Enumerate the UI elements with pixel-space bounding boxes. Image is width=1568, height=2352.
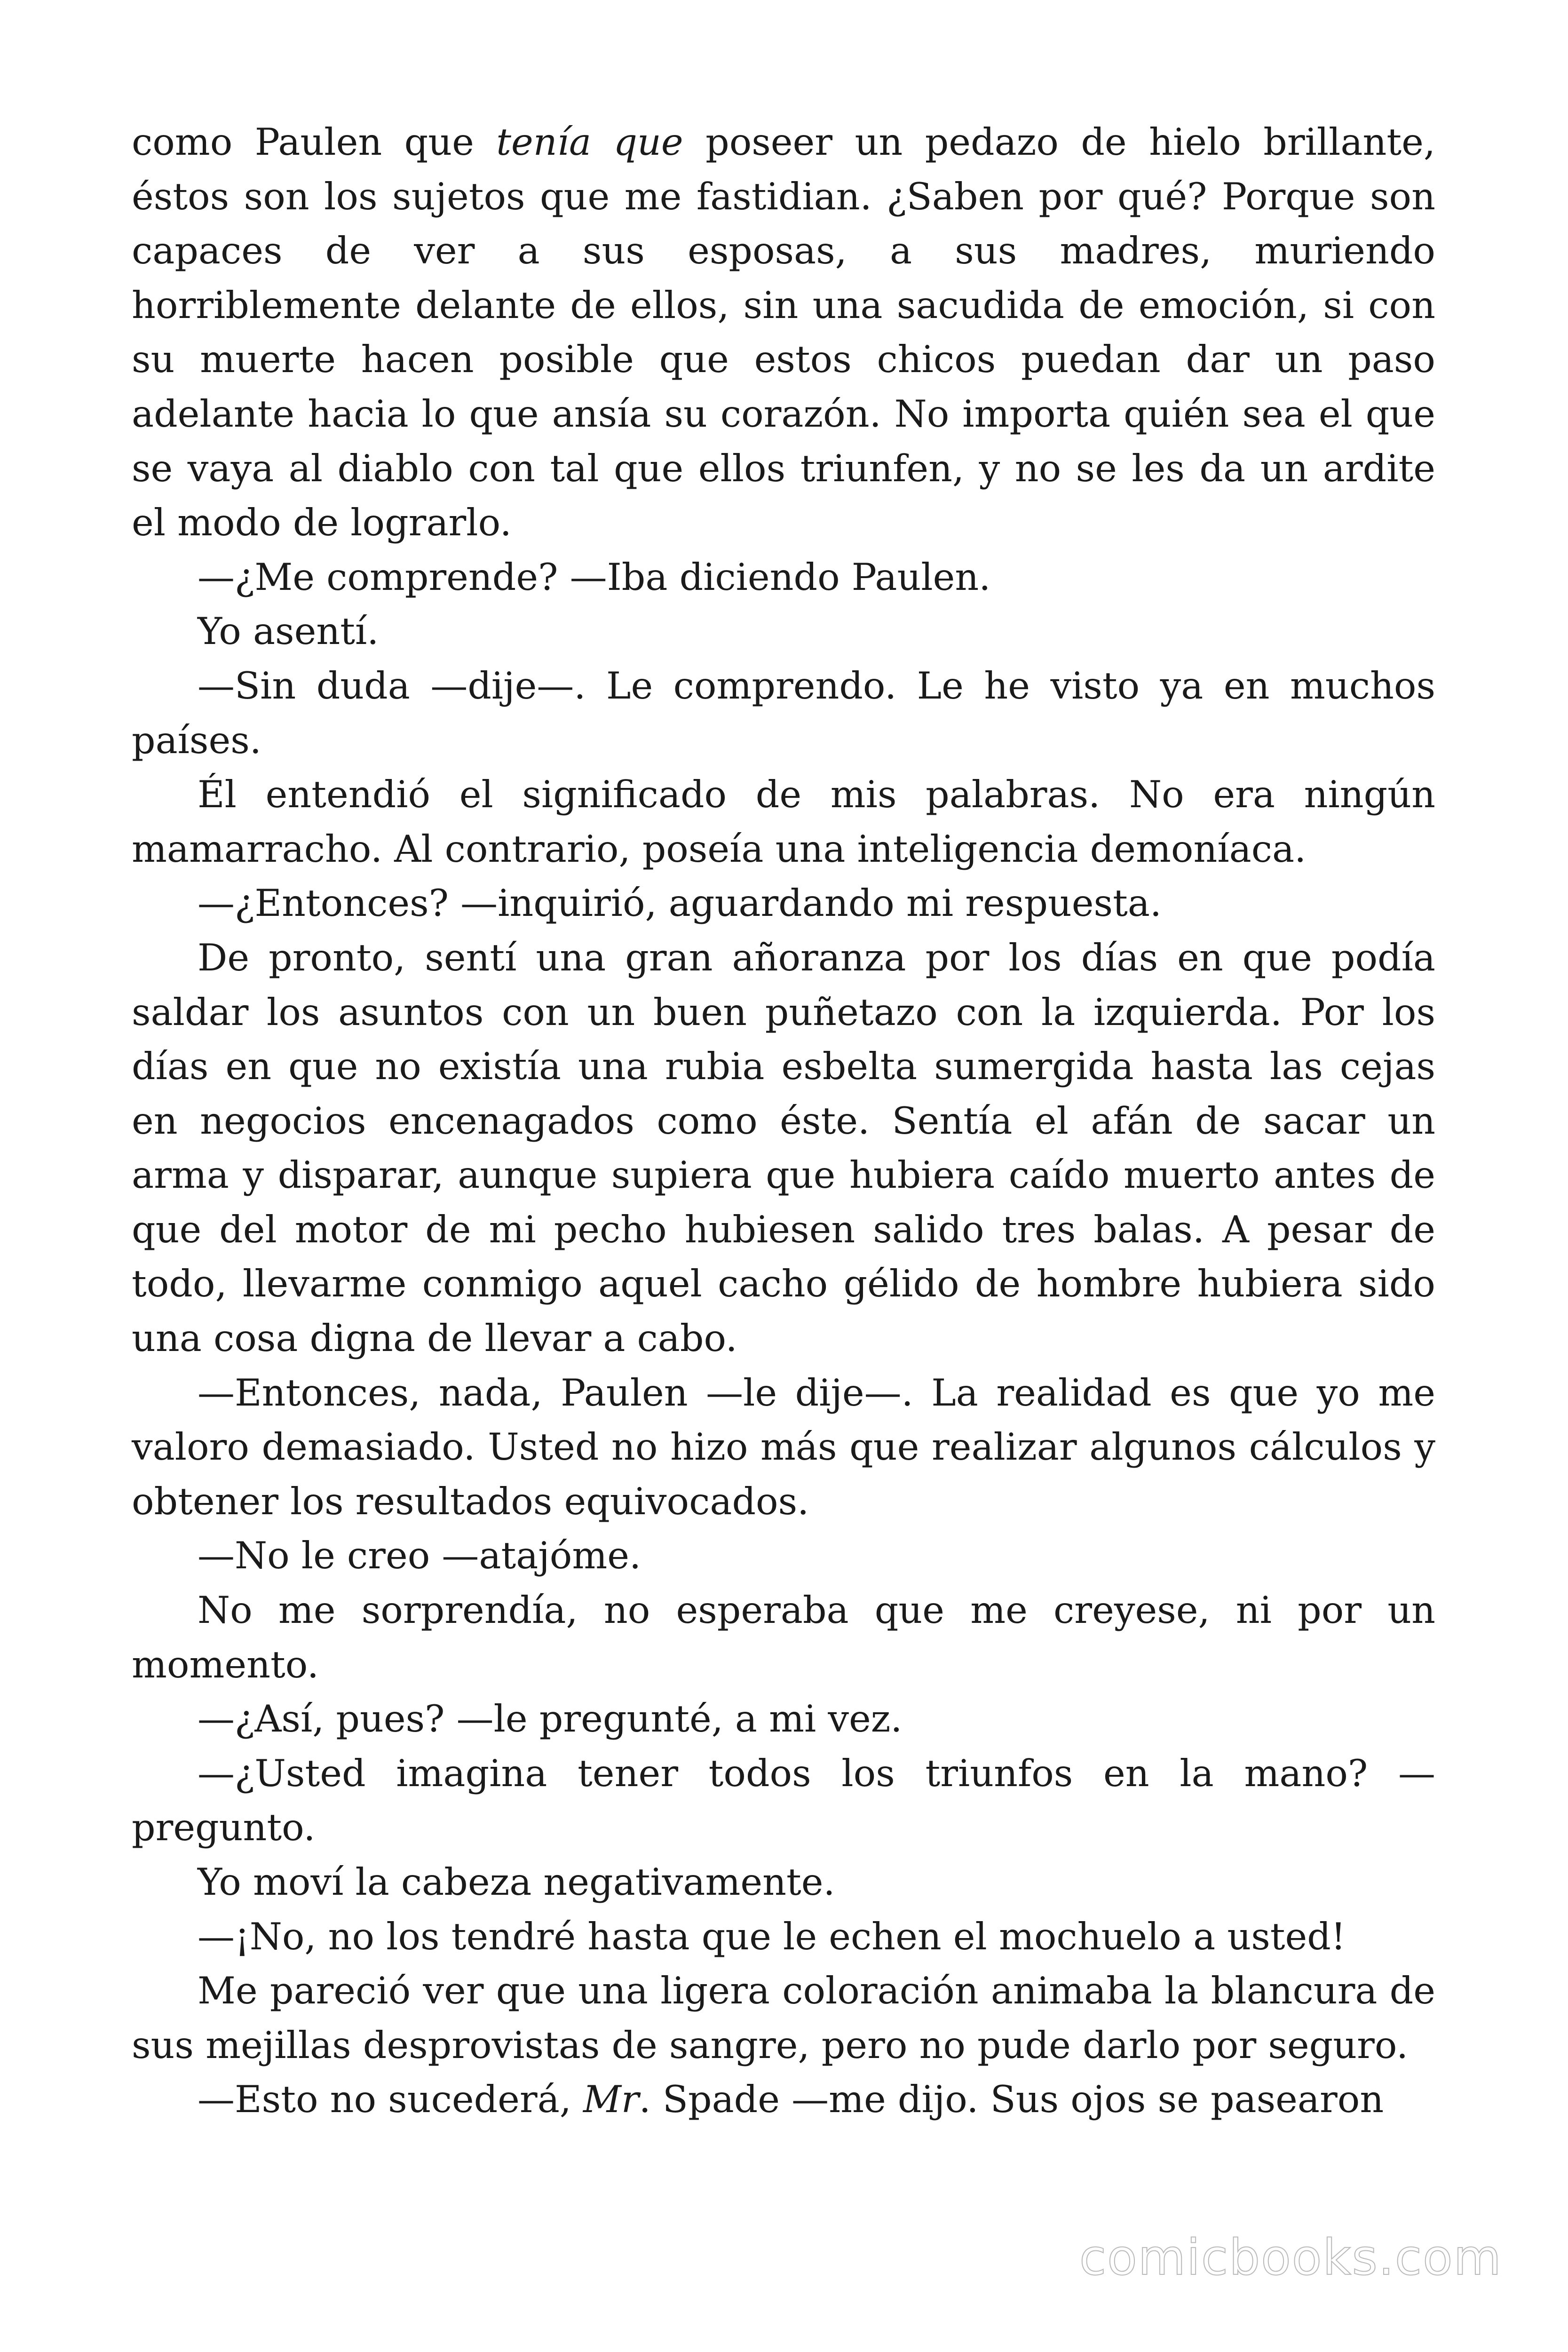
paragraph: No me sorprendía, no esperaba que me creyese, ni por un momento.: [132, 1589, 1435, 1686]
paragraph: —Esto no sucederá, Mr. Spade —me dijo. Sus ojos se pasearon: [198, 2078, 1384, 2122]
paragraph: —Sin duda —dije—. Le comprendo. Le he visto ya en muchos países.: [132, 664, 1435, 762]
paragraph: —¿Entonces? —inquirió, aguardando mi respuesta.: [198, 882, 1162, 925]
paragraph: —Entonces, nada, Paulen —le dije—. La realidad es que yo me valoro demasiado. Usted no hizo más que realizar algunos cálculos y obtener los resultados equivocados.: [132, 1371, 1435, 1523]
paragraph: —¿Me comprende? —Iba diciendo Paulen.: [198, 555, 991, 599]
paragraph: Él entendió el significado de mis palabras. No era ningún mamarracho. Al contrario, poseía una inteligencia demoníaca.: [132, 773, 1435, 871]
paragraph: Yo asentí.: [198, 610, 379, 653]
watermark: comicbooks.com: [1079, 2229, 1502, 2286]
page-text: [132, 115, 1435, 2127]
paragraph: —¿Así, pues? —le pregunté, a mi vez.: [198, 1697, 903, 1741]
paragraph: —¡No, no los tendré hasta que le echen el mochuelo a usted!: [198, 1915, 1346, 1958]
paragraph: Yo moví la cabeza negativamente.: [198, 1860, 835, 1904]
paragraph: —No le creo —atajóme.: [198, 1534, 641, 1578]
paragraph: De pronto, sentí una gran añoranza por los días en que podía saldar los asuntos con un buen puñetazo con la izquierda. Por los días en que no existía una rubia esbelta sumergida hasta las cejas en negocios encenagados como éste. Sentía el afán de sacar un arma y disparar, aunque supiera que hubiera caído muerto antes de que del motor de mi pecho hubiesen salido tres balas. A pesar de todo, llevarme conmigo aquel cacho gélido de hombre hubiera sido una cosa digna de llevar a cabo.: [132, 936, 1435, 1360]
paragraph: como Paulen que tenía que poseer un pedazo de hielo brillante, éstos son los sujetos que me fastidian. ¿Saben por qué? Porque son capaces de ver a sus esposas, a sus madres, muriendo horriblemente delante de ellos, sin una sacudida de emoción, si con su muerte hacen posible que estos chicos puedan dar un paso adelante hacia lo que ansía su corazón. No importa quién sea el que se vaya al diablo con tal que ellos triunfen, y no se les da un ardite el modo de lograrlo.: [132, 120, 1435, 545]
paragraph: —¿Usted imagina tener todos los triunfos en la mano? —pregunto.: [132, 1751, 1435, 1850]
paragraph: Me pareció ver que una ligera coloración animaba la blancura de sus mejillas desprovistas de sangre, pero no pude darlo por seguro.: [132, 1969, 1435, 2067]
emphasis: Mr: [583, 2078, 639, 2122]
emphasis: tenía que: [496, 120, 683, 164]
